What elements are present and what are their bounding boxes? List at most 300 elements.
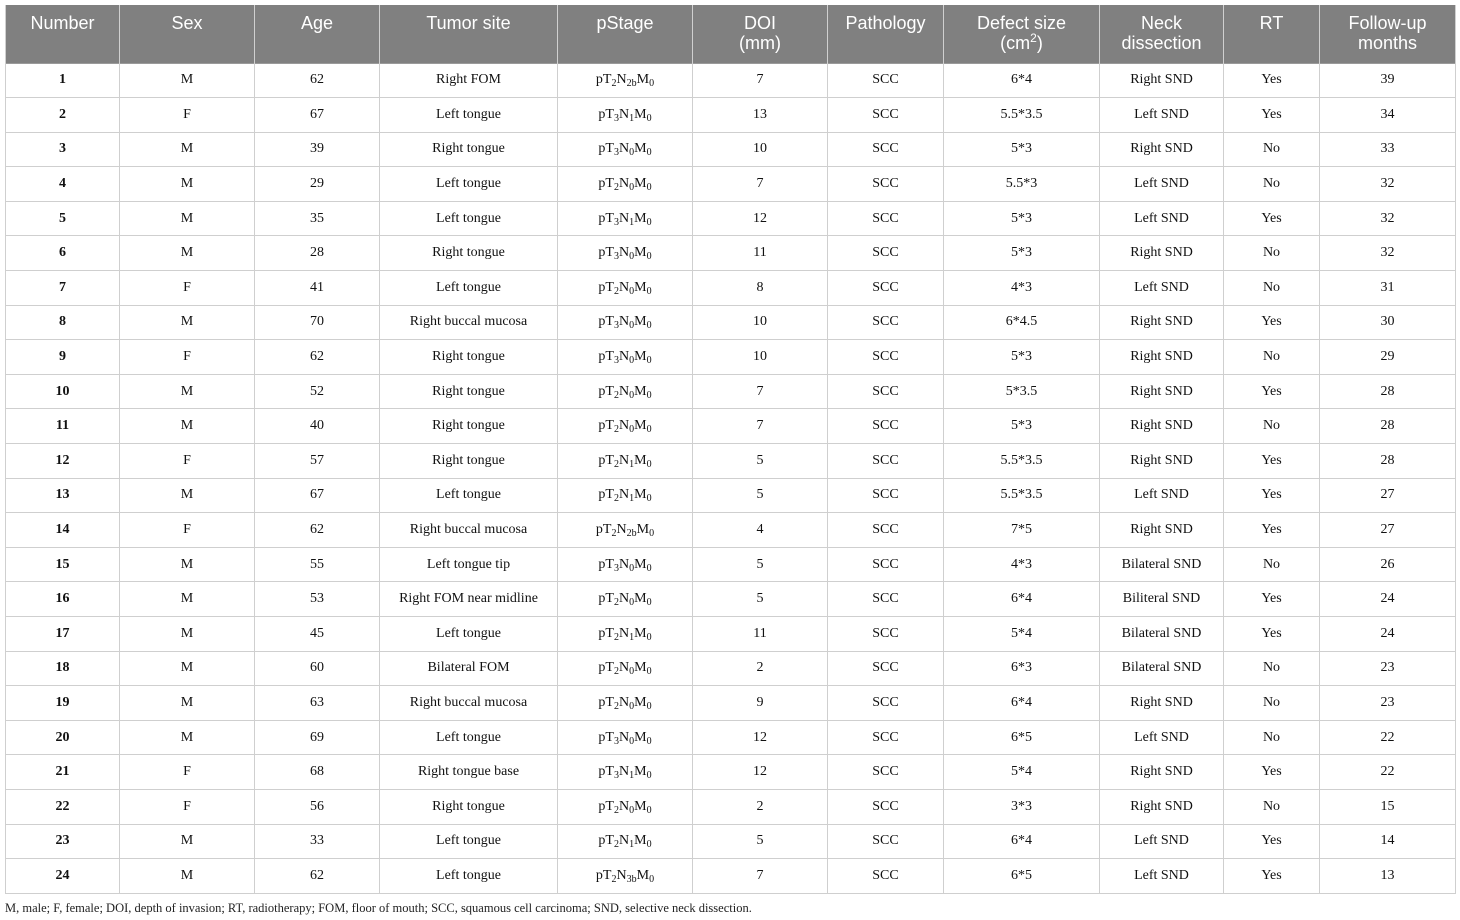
cell-pathology: SCC (828, 201, 944, 236)
patient-table-figure (5, 5, 1455, 916)
cell-sex: M (120, 305, 255, 340)
cell-pstage: $pT_2N_{2b}M_0$ (558, 513, 693, 548)
cell-follow-up: 30 (1320, 305, 1456, 340)
cell-doi: 10 (693, 340, 828, 375)
cell-number: 13 (6, 478, 120, 513)
cell-rt: Yes (1224, 824, 1320, 859)
cell-defect-size: 6*5 (944, 720, 1100, 755)
cell-rt: No (1224, 651, 1320, 686)
cell-age: 60 (255, 651, 380, 686)
cell-defect-size: 5.5*3.5 (944, 98, 1100, 133)
cell-pstage: $pT_2N_1M_0$ (558, 444, 693, 479)
cell-sex: M (120, 374, 255, 409)
cell-pathology: SCC (828, 478, 944, 513)
cell-age: 70 (255, 305, 380, 340)
table-row (6, 167, 1456, 202)
cell-follow-up: 28 (1320, 444, 1456, 479)
cell-sex: F (120, 340, 255, 375)
patient-characteristics-table (5, 5, 1456, 894)
cell-doi: 10 (693, 132, 828, 167)
cell-pstage: $pT_2N_0M_0$ (558, 789, 693, 824)
cell-tumor-site: Right FOM near midline (380, 582, 558, 617)
cell-pstage: $pT_2N_0M_0$ (558, 582, 693, 617)
cell-pathology: SCC (828, 409, 944, 444)
cell-number: 21 (6, 755, 120, 790)
cell-follow-up: 26 (1320, 547, 1456, 582)
cell-rt: No (1224, 720, 1320, 755)
table-row (6, 444, 1456, 479)
cell-pathology: SCC (828, 271, 944, 306)
cell-doi: 2 (693, 789, 828, 824)
cell-doi: 7 (693, 409, 828, 444)
table-footnote: M, male; F, female; DOI, depth of invasion; RT, radiotherapy; FOM, floor of mouth; SCC, squamous cell carcinoma; SND, selective neck dissection. (5, 900, 752, 915)
cell-tumor-site: Left tongue (380, 617, 558, 652)
cell-defect-size: 6*5 (944, 859, 1100, 894)
cell-pathology: SCC (828, 859, 944, 894)
cell-neck-dissection: Right SND (1100, 236, 1224, 271)
cell-pstage: $pT_2N_0M_0$ (558, 409, 693, 444)
cell-tumor-site: Left tongue (380, 98, 558, 133)
cell-follow-up: 22 (1320, 720, 1456, 755)
table-row (6, 340, 1456, 375)
cell-sex: F (120, 513, 255, 548)
cell-sex: M (120, 617, 255, 652)
cell-rt: No (1224, 789, 1320, 824)
cell-follow-up: 31 (1320, 271, 1456, 306)
cell-tumor-site: Right FOM (380, 63, 558, 98)
cell-doi: 5 (693, 444, 828, 479)
cell-sex: M (120, 478, 255, 513)
cell-age: 62 (255, 340, 380, 375)
cell-follow-up: 33 (1320, 132, 1456, 167)
cell-tumor-site: Right buccal mucosa (380, 305, 558, 340)
cell-pstage: $pT_2N_0M_0$ (558, 374, 693, 409)
table-row (6, 409, 1456, 444)
table-row (6, 63, 1456, 98)
cell-number: 11 (6, 409, 120, 444)
table-row (6, 755, 1456, 790)
cell-rt: No (1224, 132, 1320, 167)
cell-sex: M (120, 859, 255, 894)
cell-pathology: SCC (828, 582, 944, 617)
cell-age: 45 (255, 617, 380, 652)
cell-number: 4 (6, 167, 120, 202)
cell-follow-up: 23 (1320, 651, 1456, 686)
cell-pstage: $pT_3N_1M_0$ (558, 201, 693, 236)
cell-pathology: SCC (828, 789, 944, 824)
cell-follow-up: 32 (1320, 236, 1456, 271)
cell-defect-size: 5*3.5 (944, 374, 1100, 409)
cell-doi: 8 (693, 271, 828, 306)
cell-number: 16 (6, 582, 120, 617)
cell-number: 2 (6, 98, 120, 133)
cell-doi: 5 (693, 582, 828, 617)
cell-rt: Yes (1224, 859, 1320, 894)
cell-rt: No (1224, 236, 1320, 271)
cell-sex: F (120, 98, 255, 133)
cell-age: 55 (255, 547, 380, 582)
cell-tumor-site: Left tongue (380, 824, 558, 859)
cell-pstage: $pT_3N_0M_0$ (558, 547, 693, 582)
cell-defect-size: 5*3 (944, 340, 1100, 375)
cell-sex: M (120, 409, 255, 444)
cell-doi: 12 (693, 720, 828, 755)
cell-rt: Yes (1224, 374, 1320, 409)
cell-pstage: $pT_2N_0M_0$ (558, 271, 693, 306)
cell-neck-dissection: Right SND (1100, 444, 1224, 479)
cell-tumor-site: Right tongue (380, 374, 558, 409)
table-row (6, 617, 1456, 652)
cell-defect-size: 5*4 (944, 755, 1100, 790)
cell-rt: No (1224, 271, 1320, 306)
cell-age: 62 (255, 513, 380, 548)
cell-pathology: SCC (828, 132, 944, 167)
cell-doi: 12 (693, 755, 828, 790)
cell-defect-size: 5*3 (944, 201, 1100, 236)
cell-doi: 7 (693, 167, 828, 202)
cell-pstage: $pT_2N_0M_0$ (558, 167, 693, 202)
cell-age: 69 (255, 720, 380, 755)
cell-neck-dissection: Left SND (1100, 201, 1224, 236)
cell-neck-dissection: Right SND (1100, 409, 1224, 444)
cell-sex: M (120, 201, 255, 236)
cell-sex: M (120, 63, 255, 98)
cell-number: 18 (6, 651, 120, 686)
cell-rt: Yes (1224, 305, 1320, 340)
cell-follow-up: 15 (1320, 789, 1456, 824)
cell-tumor-site: Left tongue (380, 720, 558, 755)
cell-neck-dissection: Right SND (1100, 513, 1224, 548)
cell-pathology: SCC (828, 513, 944, 548)
cell-sex: F (120, 789, 255, 824)
cell-follow-up: 23 (1320, 686, 1456, 721)
cell-tumor-site: Right tongue (380, 789, 558, 824)
cell-neck-dissection: Left SND (1100, 167, 1224, 202)
cell-pathology: SCC (828, 340, 944, 375)
cell-sex: M (120, 236, 255, 271)
cell-tumor-site: Left tongue (380, 478, 558, 513)
cell-age: 56 (255, 789, 380, 824)
cell-neck-dissection: Right SND (1100, 789, 1224, 824)
cell-rt: Yes (1224, 513, 1320, 548)
cell-neck-dissection: Right SND (1100, 305, 1224, 340)
table-row (6, 513, 1456, 548)
cell-neck-dissection: Bilateral SND (1100, 617, 1224, 652)
table-row (6, 271, 1456, 306)
table-row (6, 789, 1456, 824)
cell-neck-dissection: Right SND (1100, 63, 1224, 98)
cell-neck-dissection: Left SND (1100, 271, 1224, 306)
cell-neck-dissection: Bilateral SND (1100, 651, 1224, 686)
cell-defect-size: 5.5*3.5 (944, 444, 1100, 479)
cell-pstage: $pT_2N_{2b}M_0$ (558, 63, 693, 98)
cell-follow-up: 14 (1320, 824, 1456, 859)
cell-age: 28 (255, 236, 380, 271)
cell-doi: 11 (693, 236, 828, 271)
cell-rt: No (1224, 547, 1320, 582)
cell-tumor-site: Left tongue (380, 167, 558, 202)
cell-doi: 7 (693, 374, 828, 409)
table-row (6, 305, 1456, 340)
header-neck-dissection: Neck dissection (1100, 5, 1224, 63)
cell-pstage: $pT_3N_1M_0$ (558, 755, 693, 790)
table-row (6, 859, 1456, 894)
cell-number: 22 (6, 789, 120, 824)
cell-pathology: SCC (828, 63, 944, 98)
cell-defect-size: 3*3 (944, 789, 1100, 824)
cell-number: 24 (6, 859, 120, 894)
cell-follow-up: 28 (1320, 409, 1456, 444)
cell-doi: 5 (693, 547, 828, 582)
cell-tumor-site: Right tongue (380, 236, 558, 271)
cell-number: 20 (6, 720, 120, 755)
cell-pstage: $pT_2N_{3b}M_0$ (558, 859, 693, 894)
cell-tumor-site: Right tongue (380, 444, 558, 479)
header-tumor-site: Tumor site (380, 5, 558, 63)
cell-defect-size: 7*5 (944, 513, 1100, 548)
cell-sex: F (120, 271, 255, 306)
table-row (6, 720, 1456, 755)
cell-pathology: SCC (828, 374, 944, 409)
header-row (6, 5, 1456, 63)
cell-defect-size: 6*4 (944, 582, 1100, 617)
cell-rt: Yes (1224, 617, 1320, 652)
cell-number: 19 (6, 686, 120, 721)
cell-neck-dissection: Biliteral SND (1100, 582, 1224, 617)
cell-pathology: SCC (828, 755, 944, 790)
cell-number: 5 (6, 201, 120, 236)
cell-pstage: $pT_2N_1M_0$ (558, 824, 693, 859)
cell-sex: F (120, 755, 255, 790)
cell-rt: Yes (1224, 98, 1320, 133)
cell-pathology: SCC (828, 547, 944, 582)
cell-number: 15 (6, 547, 120, 582)
cell-tumor-site: Right buccal mucosa (380, 513, 558, 548)
table-header (6, 5, 1456, 63)
cell-defect-size: 5.5*3 (944, 167, 1100, 202)
cell-sex: F (120, 444, 255, 479)
table-row (6, 236, 1456, 271)
cell-doi: 5 (693, 478, 828, 513)
cell-rt: Yes (1224, 63, 1320, 98)
cell-number: 3 (6, 132, 120, 167)
cell-follow-up: 27 (1320, 478, 1456, 513)
cell-neck-dissection: Right SND (1100, 755, 1224, 790)
cell-age: 67 (255, 98, 380, 133)
cell-defect-size: 4*3 (944, 271, 1100, 306)
cell-pathology: SCC (828, 720, 944, 755)
cell-age: 41 (255, 271, 380, 306)
table-row (6, 478, 1456, 513)
cell-follow-up: 28 (1320, 374, 1456, 409)
cell-tumor-site: Left tongue (380, 271, 558, 306)
cell-age: 33 (255, 824, 380, 859)
cell-defect-size: 5*3 (944, 236, 1100, 271)
cell-pstage: $pT_3N_1M_0$ (558, 98, 693, 133)
cell-sex: M (120, 824, 255, 859)
cell-neck-dissection: Left SND (1100, 98, 1224, 133)
table-row (6, 547, 1456, 582)
cell-tumor-site: Right buccal mucosa (380, 686, 558, 721)
header-defect-size: Defect size $(cm^2)$ (944, 5, 1100, 63)
cell-neck-dissection: Left SND (1100, 859, 1224, 894)
cell-number: 6 (6, 236, 120, 271)
cell-number: 9 (6, 340, 120, 375)
cell-sex: M (120, 547, 255, 582)
cell-age: 63 (255, 686, 380, 721)
cell-age: 67 (255, 478, 380, 513)
header-pathology: Pathology (828, 5, 944, 63)
table-row (6, 651, 1456, 686)
cell-rt: No (1224, 340, 1320, 375)
header-number: Number (6, 5, 120, 63)
cell-neck-dissection: Right SND (1100, 132, 1224, 167)
cell-rt: No (1224, 686, 1320, 721)
cell-pstage: $pT_2N_1M_0$ (558, 478, 693, 513)
cell-pstage: $pT_3N_0M_0$ (558, 720, 693, 755)
cell-pstage: $pT_3N_0M_0$ (558, 305, 693, 340)
cell-number: 8 (6, 305, 120, 340)
cell-age: 68 (255, 755, 380, 790)
cell-pathology: SCC (828, 651, 944, 686)
cell-defect-size: 4*3 (944, 547, 1100, 582)
cell-rt: Yes (1224, 478, 1320, 513)
cell-neck-dissection: Right SND (1100, 686, 1224, 721)
cell-follow-up: 29 (1320, 340, 1456, 375)
table-row (6, 686, 1456, 721)
cell-pathology: SCC (828, 305, 944, 340)
cell-defect-size: 5*4 (944, 617, 1100, 652)
cell-age: 62 (255, 859, 380, 894)
cell-defect-size: 6*4 (944, 686, 1100, 721)
cell-pstage: $pT_3N_0M_0$ (558, 236, 693, 271)
table-row (6, 98, 1456, 133)
cell-tumor-site: Right tongue (380, 132, 558, 167)
cell-pathology: SCC (828, 98, 944, 133)
cell-number: 1 (6, 63, 120, 98)
cell-rt: Yes (1224, 444, 1320, 479)
cell-defect-size: 6*3 (944, 651, 1100, 686)
cell-tumor-site: Left tongue (380, 201, 558, 236)
cell-tumor-site: Right tongue (380, 340, 558, 375)
header-sex: Sex (120, 5, 255, 63)
table-row (6, 582, 1456, 617)
cell-rt: Yes (1224, 582, 1320, 617)
cell-age: 53 (255, 582, 380, 617)
cell-tumor-site: Left tongue tip (380, 547, 558, 582)
cell-follow-up: 24 (1320, 617, 1456, 652)
cell-age: 39 (255, 132, 380, 167)
header-follow-up: Follow-up months (1320, 5, 1456, 63)
cell-sex: M (120, 132, 255, 167)
cell-neck-dissection: Left SND (1100, 478, 1224, 513)
cell-defect-size: 6*4 (944, 63, 1100, 98)
cell-age: 29 (255, 167, 380, 202)
cell-defect-size: 5*3 (944, 132, 1100, 167)
cell-rt: No (1224, 409, 1320, 444)
cell-pstage: $pT_2N_1M_0$ (558, 617, 693, 652)
cell-doi: 10 (693, 305, 828, 340)
cell-number: 10 (6, 374, 120, 409)
cell-pathology: SCC (828, 617, 944, 652)
cell-follow-up: 32 (1320, 201, 1456, 236)
header-age: Age (255, 5, 380, 63)
cell-follow-up: 22 (1320, 755, 1456, 790)
table-row (6, 132, 1456, 167)
cell-pathology: SCC (828, 686, 944, 721)
cell-number: 23 (6, 824, 120, 859)
cell-pathology: SCC (828, 167, 944, 202)
cell-pstage: $pT_2N_0M_0$ (558, 686, 693, 721)
header-pstage: pStage (558, 5, 693, 63)
table-row (6, 201, 1456, 236)
cell-age: 40 (255, 409, 380, 444)
header-doi: DOI (mm) (693, 5, 828, 63)
cell-doi: 4 (693, 513, 828, 548)
cell-rt: Yes (1224, 755, 1320, 790)
cell-number: 12 (6, 444, 120, 479)
cell-tumor-site: Left tongue (380, 859, 558, 894)
cell-doi: 12 (693, 201, 828, 236)
cell-defect-size: 5.5*3.5 (944, 478, 1100, 513)
cell-pstage: $pT_2N_0M_0$ (558, 651, 693, 686)
cell-rt: No (1224, 167, 1320, 202)
cell-tumor-site: Bilateral FOM (380, 651, 558, 686)
cell-tumor-site: Right tongue (380, 409, 558, 444)
cell-doi: 2 (693, 651, 828, 686)
table-body (6, 63, 1456, 893)
cell-age: 62 (255, 63, 380, 98)
cell-sex: M (120, 167, 255, 202)
cell-doi: 9 (693, 686, 828, 721)
cell-neck-dissection: Right SND (1100, 340, 1224, 375)
cell-neck-dissection: Right SND (1100, 374, 1224, 409)
cell-doi: 11 (693, 617, 828, 652)
table-row (6, 374, 1456, 409)
cell-follow-up: 27 (1320, 513, 1456, 548)
cell-sex: M (120, 686, 255, 721)
cell-pathology: SCC (828, 236, 944, 271)
cell-neck-dissection: Left SND (1100, 720, 1224, 755)
cell-rt: Yes (1224, 201, 1320, 236)
cell-age: 35 (255, 201, 380, 236)
cell-follow-up: 24 (1320, 582, 1456, 617)
cell-neck-dissection: Bilateral SND (1100, 547, 1224, 582)
cell-age: 57 (255, 444, 380, 479)
cell-sex: M (120, 651, 255, 686)
cell-pathology: SCC (828, 824, 944, 859)
cell-defect-size: 6*4.5 (944, 305, 1100, 340)
cell-defect-size: 5*3 (944, 409, 1100, 444)
cell-number: 17 (6, 617, 120, 652)
cell-neck-dissection: Left SND (1100, 824, 1224, 859)
cell-doi: 7 (693, 63, 828, 98)
cell-age: 52 (255, 374, 380, 409)
header-rt: RT (1224, 5, 1320, 63)
cell-follow-up: 32 (1320, 167, 1456, 202)
cell-follow-up: 34 (1320, 98, 1456, 133)
cell-pstage: $pT_3N_0M_0$ (558, 340, 693, 375)
cell-number: 7 (6, 271, 120, 306)
cell-pstage: $pT_3N_0M_0$ (558, 132, 693, 167)
cell-follow-up: 13 (1320, 859, 1456, 894)
cell-follow-up: 39 (1320, 63, 1456, 98)
cell-sex: M (120, 582, 255, 617)
cell-defect-size: 6*4 (944, 824, 1100, 859)
cell-tumor-site: Right tongue base (380, 755, 558, 790)
cell-sex: M (120, 720, 255, 755)
cell-doi: 7 (693, 859, 828, 894)
